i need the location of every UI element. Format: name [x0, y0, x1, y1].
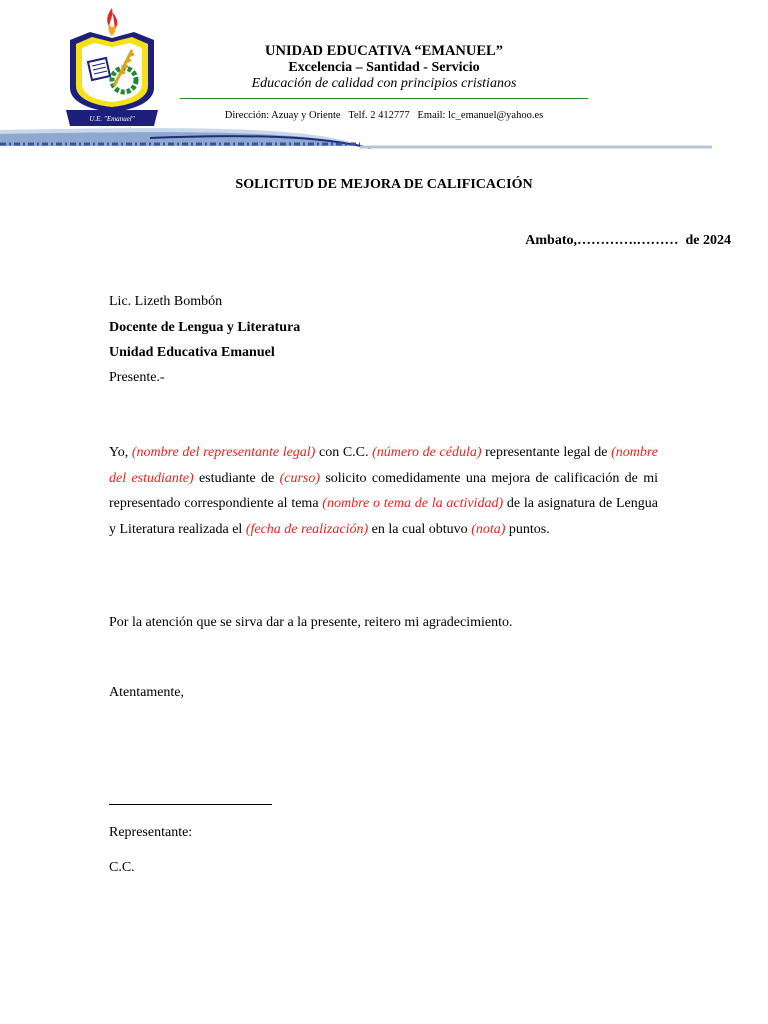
institution-tagline: Educación de calidad con principios cristianos	[251, 76, 517, 91]
sign-off: Atentamente,	[109, 685, 185, 700]
placeholder-grade: (nota)	[471, 521, 506, 537]
recipient-role: Docente de Lengua y Literatura	[109, 320, 301, 335]
recipient-greeting: Presente.-	[109, 370, 165, 385]
recipient-institution: Unidad Educativa Emanuel	[109, 345, 275, 360]
body-paragraph: Yo, (nombre del representante legal) con C.C. (número de cédula) representante legal de (nombre del estudiante) estudiante de (curso) solicito comedidamente una mejora de calificación de mi representado correspondiente al tema (nombre o tema de la actividad) de la asignatura de Lengua y Literatura realizada el (fecha de realización) en la cual obtuvo (nota) puntos.	[109, 445, 658, 537]
signature-label: Representante:	[109, 825, 193, 840]
placeholder-student-name: (nombre del estudiante)	[109, 445, 658, 486]
header-divider	[180, 98, 588, 99]
header-wave-band	[0, 122, 768, 156]
closing-paragraph: Por la atención que se sirva dar a la presente, reitero mi agradecimiento.	[109, 615, 513, 630]
institution-name: UNIDAD EDUCATIVA “EMANUEL”	[265, 43, 503, 59]
id-label: C.C.	[109, 860, 135, 875]
placeholder-activity-topic: (nombre o tema de la actividad)	[322, 496, 504, 511]
placeholder-date: (fecha de realización)	[245, 521, 369, 537]
recipient-name: Lic. Lizeth Bombón	[109, 294, 223, 309]
placeholder-course: (curso)	[279, 470, 321, 486]
institution-contact: Dirección: Azuay y Oriente Telf. 2 412777 Email: lc_emanuel@yahoo.es	[224, 110, 544, 121]
placeholder-id-number: (número de cédula)	[372, 445, 482, 460]
placeholder-representative-name: (nombre del representante legal)	[131, 445, 316, 460]
institution-motto: Excelencia – Santidad - Servicio	[288, 60, 480, 75]
document-title: SOLICITUD DE MEJORA DE CALIFICACIÓN	[235, 177, 533, 192]
date-line: Ambato,………….……… de 2024	[525, 233, 731, 248]
school-logo	[62, 6, 162, 128]
signature-line	[109, 804, 272, 805]
logo-caption: U.E. "Emanuel"	[89, 115, 135, 123]
